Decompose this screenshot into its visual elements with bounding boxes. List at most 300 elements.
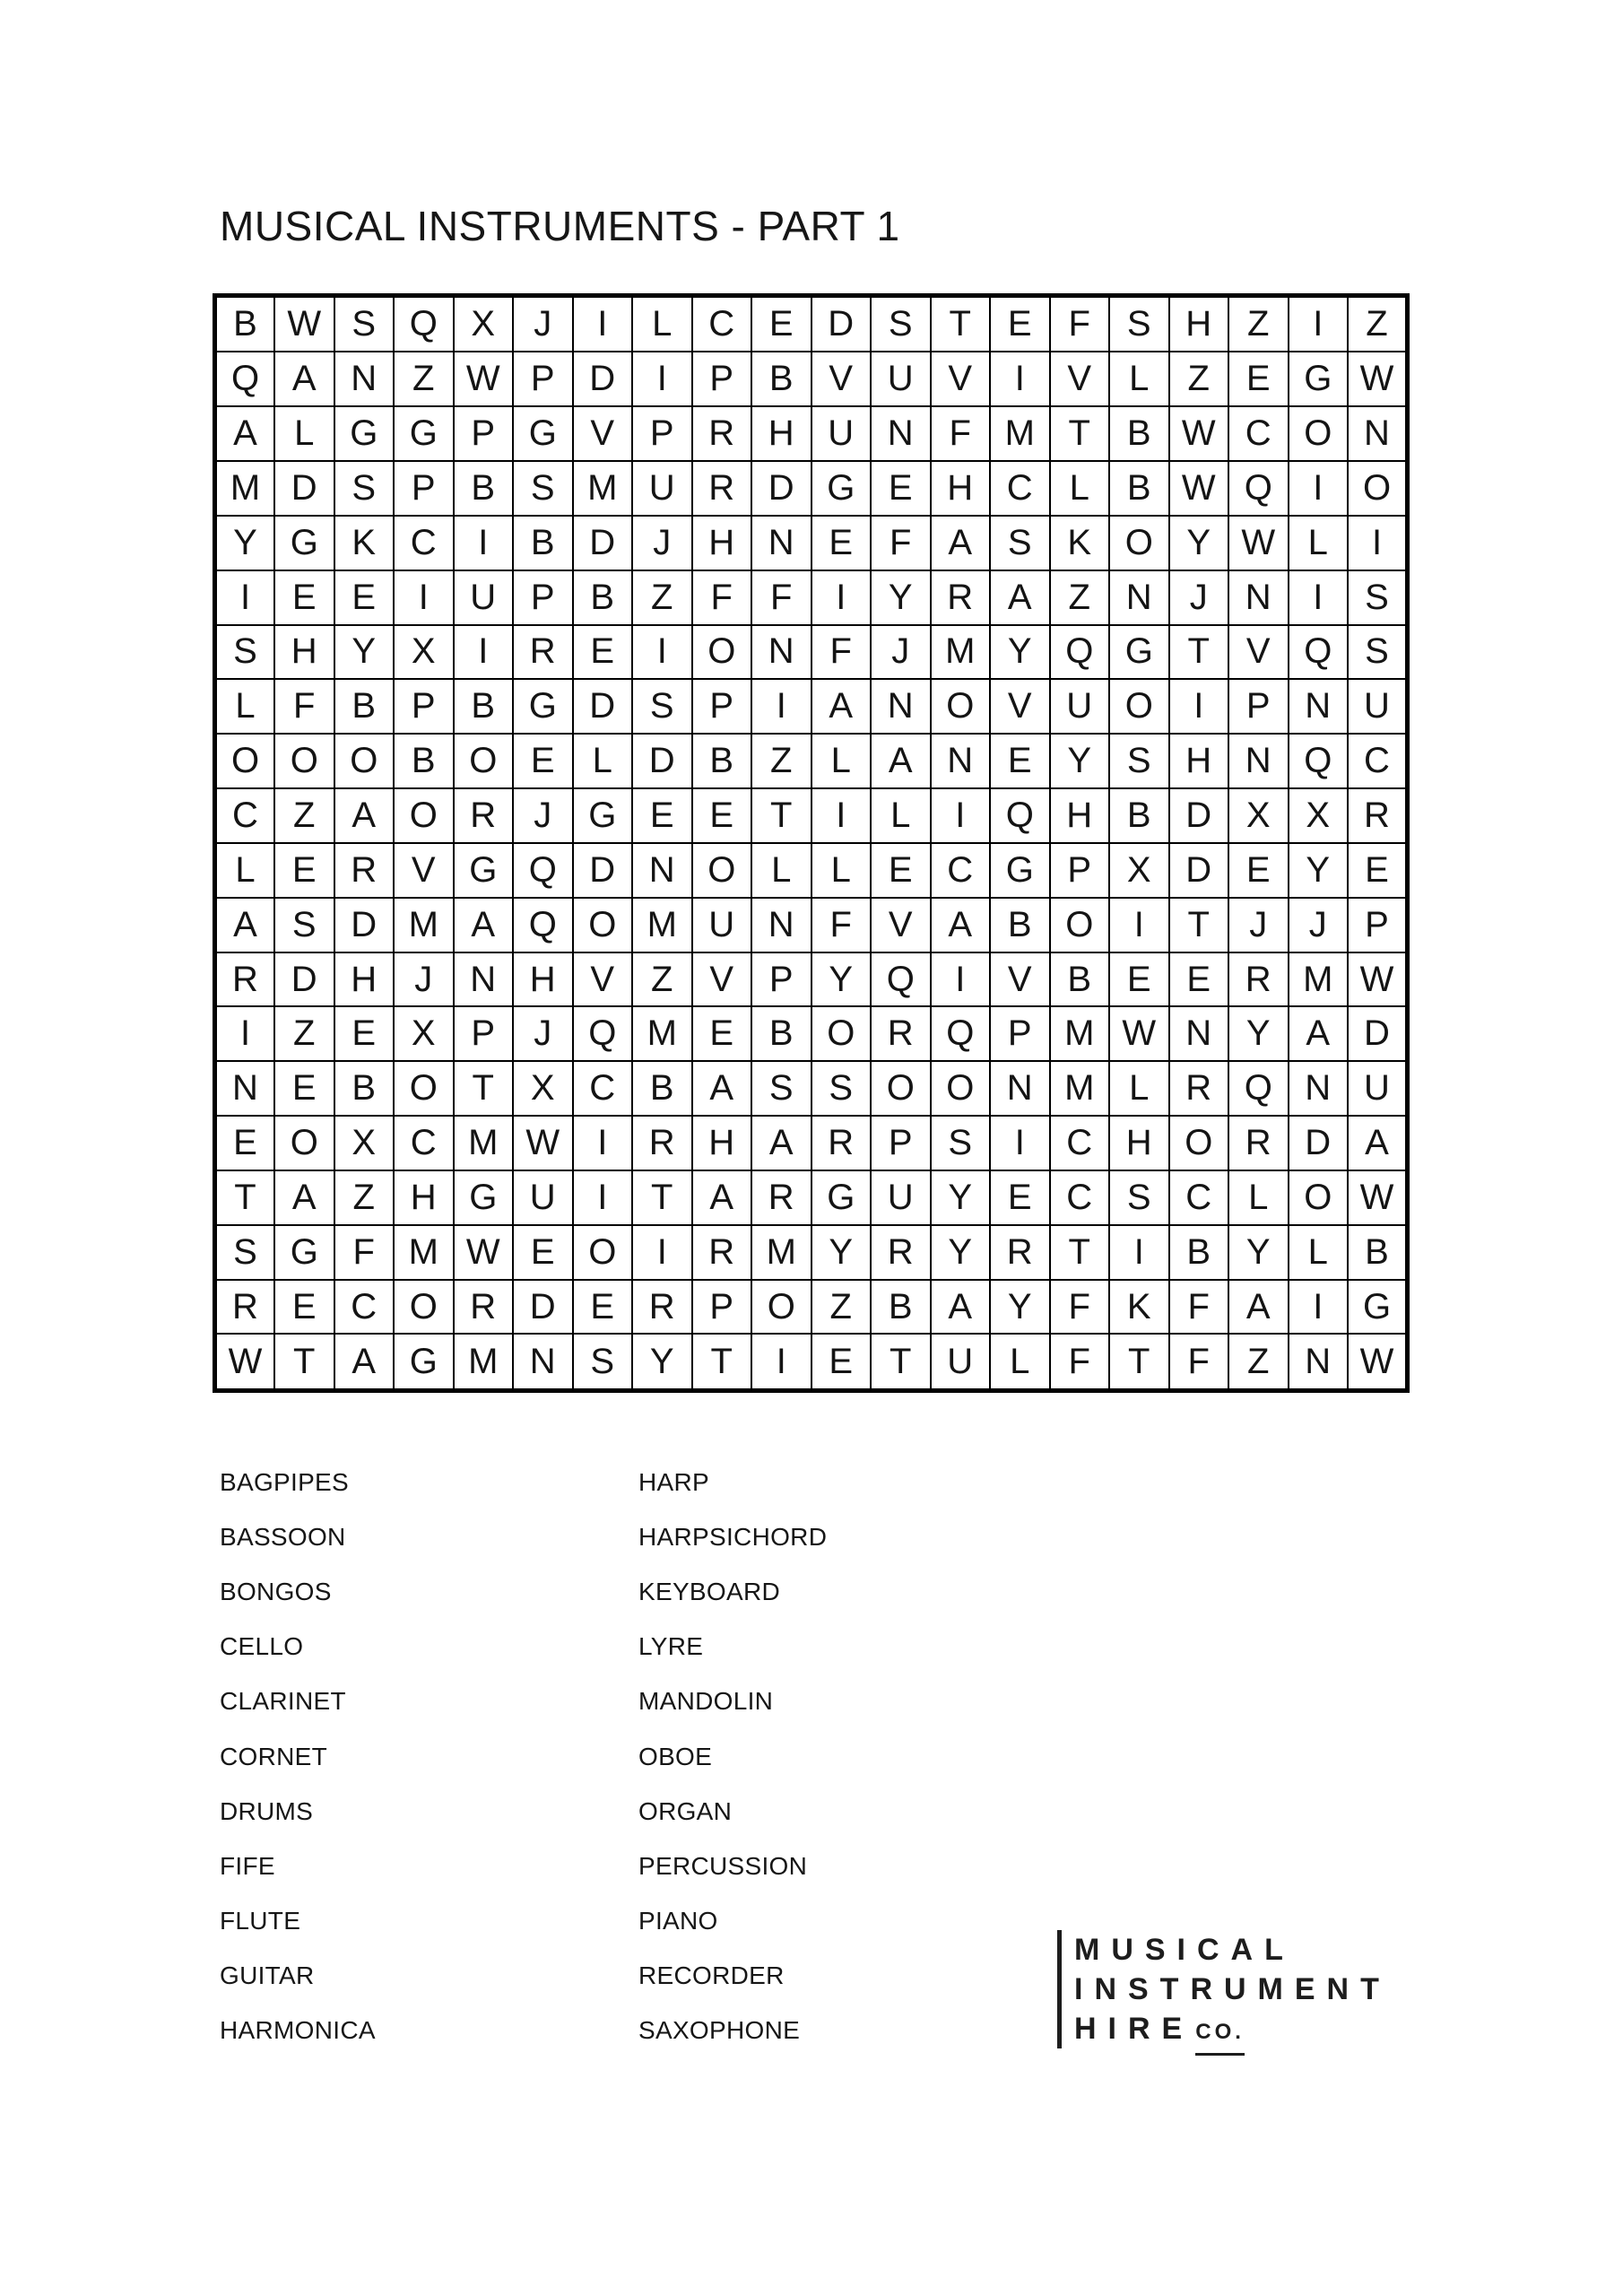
grid-cell: R (513, 625, 573, 680)
grid-cell: Y (990, 625, 1050, 680)
grid-cell: T (1050, 406, 1110, 461)
grid-cell: W (1348, 1170, 1408, 1225)
grid-cell: L (274, 406, 334, 461)
grid-cell: G (990, 843, 1050, 898)
grid-row (215, 1225, 1408, 1280)
grid-cell: I (1348, 516, 1408, 570)
grid-cell: Z (1169, 352, 1229, 406)
grid-cell: N (751, 625, 812, 680)
grid-cell: R (931, 570, 991, 625)
grid-row (215, 1116, 1408, 1170)
grid-cell: V (871, 898, 931, 952)
grid-cell: B (1348, 1225, 1408, 1280)
grid-cell: P (1228, 679, 1289, 734)
grid-cell: A (215, 406, 275, 461)
grid-cell: B (1050, 952, 1110, 1007)
grid-cell: Z (812, 1280, 872, 1335)
grid-cell: Z (274, 1006, 334, 1061)
grid-cell: E (990, 1170, 1050, 1225)
grid-cell: S (274, 898, 334, 952)
grid-cell: N (513, 1334, 573, 1390)
grid-cell: P (692, 679, 752, 734)
grid-cell: Z (394, 352, 454, 406)
grid-cell: W (454, 352, 514, 406)
grid-cell: O (931, 1061, 991, 1116)
grid-cell: Q (1289, 734, 1349, 788)
grid-cell: G (454, 1170, 514, 1225)
word-list-item: HARPSICHORD (638, 1522, 828, 1551)
grid-cell: E (274, 570, 334, 625)
grid-cell: P (513, 352, 573, 406)
grid-cell: K (334, 516, 395, 570)
grid-row (215, 625, 1408, 680)
grid-cell: I (751, 679, 812, 734)
grid-cell: H (692, 1116, 752, 1170)
grid-cell: J (394, 952, 454, 1007)
grid-cell: G (1348, 1280, 1408, 1335)
grid-cell: H (334, 952, 395, 1007)
grid-cell: A (931, 516, 991, 570)
grid-row (215, 1061, 1408, 1116)
grid-cell: J (871, 625, 931, 680)
grid-cell: F (1050, 1334, 1110, 1390)
grid-cell: H (1050, 788, 1110, 843)
grid-cell: T (215, 1170, 275, 1225)
grid-cell: U (1050, 679, 1110, 734)
grid-cell: I (931, 952, 991, 1007)
grid-cell: M (931, 625, 991, 680)
word-list-item: RECORDER (638, 1961, 785, 1990)
grid-cell: W (1169, 461, 1229, 516)
grid-cell: U (692, 898, 752, 952)
grid-cell: F (1050, 296, 1110, 352)
grid-cell: Q (990, 788, 1050, 843)
grid-cell: B (334, 679, 395, 734)
grid-cell: S (334, 296, 395, 352)
grid-cell: L (1109, 352, 1169, 406)
grid-cell: L (632, 296, 692, 352)
grid-cell: I (812, 788, 872, 843)
grid-cell: O (1109, 516, 1169, 570)
word-list-item: CLARINET (220, 1687, 346, 1716)
grid-cell: B (1109, 788, 1169, 843)
grid-cell: R (871, 1225, 931, 1280)
grid-cell: D (812, 296, 872, 352)
grid-row (215, 898, 1408, 952)
grid-cell: N (751, 898, 812, 952)
grid-cell: C (394, 1116, 454, 1170)
word-list-item: BASSOON (220, 1522, 346, 1551)
word-list-item: CORNET (220, 1742, 328, 1770)
grid-cell: M (990, 406, 1050, 461)
grid-cell: T (1109, 1334, 1169, 1390)
grid-cell: T (454, 1061, 514, 1116)
grid-row (215, 296, 1408, 352)
grid-cell: A (334, 788, 395, 843)
grid-cell: A (990, 570, 1050, 625)
grid-cell: T (632, 1170, 692, 1225)
grid-cell: N (1348, 406, 1408, 461)
logo-text (1074, 1930, 1391, 2048)
grid-cell: O (573, 1225, 633, 1280)
grid-cell: V (990, 952, 1050, 1007)
grid-cell: O (751, 1280, 812, 1335)
grid-cell: M (1289, 952, 1349, 1007)
grid-cell: K (1050, 516, 1110, 570)
grid-cell: T (1169, 625, 1229, 680)
grid-cell: F (692, 570, 752, 625)
grid-cell: X (334, 1116, 395, 1170)
grid-cell: E (1228, 843, 1289, 898)
grid-cell: P (692, 1280, 752, 1335)
grid-cell: C (1348, 734, 1408, 788)
grid-cell: O (1289, 406, 1349, 461)
grid-cell: G (394, 1334, 454, 1390)
grid-cell: W (1228, 516, 1289, 570)
grid-cell: D (1169, 788, 1229, 843)
grid-cell: N (751, 516, 812, 570)
grid-cell: Q (1289, 625, 1349, 680)
grid-cell: M (394, 1225, 454, 1280)
grid-cell: L (812, 734, 872, 788)
grid-row (215, 1334, 1408, 1390)
grid-cell: E (990, 734, 1050, 788)
grid-cell: Q (215, 352, 275, 406)
grid-cell: O (274, 734, 334, 788)
grid-cell: V (931, 352, 991, 406)
grid-cell: O (454, 734, 514, 788)
grid-cell: E (274, 843, 334, 898)
word-list-item: OBOE (638, 1742, 713, 1770)
grid-cell: M (215, 461, 275, 516)
grid-cell: I (632, 1225, 692, 1280)
grid-cell: Z (1228, 296, 1289, 352)
grid-cell: I (1289, 296, 1349, 352)
grid-cell: I (1109, 898, 1169, 952)
grid-cell: Q (1228, 1061, 1289, 1116)
grid-cell: F (274, 679, 334, 734)
grid-cell: B (454, 679, 514, 734)
grid-cell: I (1289, 461, 1349, 516)
grid-cell: W (1348, 1334, 1408, 1390)
grid-cell: J (632, 516, 692, 570)
grid-cell: A (274, 352, 334, 406)
grid-cell: Z (632, 952, 692, 1007)
grid-cell: N (1289, 679, 1349, 734)
grid-cell: A (812, 679, 872, 734)
grid-cell: X (454, 296, 514, 352)
grid-cell: V (394, 843, 454, 898)
grid-row (215, 843, 1408, 898)
grid-cell: B (751, 1006, 812, 1061)
grid-cell: H (394, 1170, 454, 1225)
grid-cell: P (1050, 843, 1110, 898)
grid-cell: P (990, 1006, 1050, 1061)
grid-cell: H (1169, 734, 1229, 788)
grid-cell: Q (1228, 461, 1289, 516)
grid-cell: A (274, 1170, 334, 1225)
grid-cell: R (990, 1225, 1050, 1280)
logo-line-3-word: HIRE (1074, 2012, 1194, 2046)
grid-cell: B (1169, 1225, 1229, 1280)
grid-cell: D (274, 461, 334, 516)
grid-cell: R (692, 406, 752, 461)
grid-cell: C (334, 1280, 395, 1335)
word-list-item: SAXOPHONE (638, 2016, 801, 2045)
grid-cell: F (812, 625, 872, 680)
grid-cell: R (692, 1225, 752, 1280)
grid-cell: G (513, 679, 573, 734)
grid-cell: N (454, 952, 514, 1007)
grid-row (215, 952, 1408, 1007)
word-search-grid-body (215, 296, 1408, 1391)
grid-cell: E (513, 1225, 573, 1280)
grid-cell: O (1348, 461, 1408, 516)
grid-cell: N (990, 1061, 1050, 1116)
grid-cell: L (215, 843, 275, 898)
grid-cell: E (1228, 352, 1289, 406)
grid-cell: V (692, 952, 752, 1007)
grid-cell: O (573, 898, 633, 952)
grid-cell: R (632, 1280, 692, 1335)
grid-cell: D (632, 734, 692, 788)
grid-cell: G (334, 406, 395, 461)
grid-cell: Z (751, 734, 812, 788)
grid-cell: C (990, 461, 1050, 516)
word-list-column-2 (638, 1455, 827, 2058)
grid-cell: B (632, 1061, 692, 1116)
grid-cell: E (990, 296, 1050, 352)
grid-cell: R (454, 788, 514, 843)
grid-cell: P (454, 406, 514, 461)
grid-cell: S (573, 1334, 633, 1390)
grid-cell: O (274, 1116, 334, 1170)
grid-cell: L (812, 843, 872, 898)
grid-cell: S (812, 1061, 872, 1116)
grid-cell: A (454, 898, 514, 952)
grid-cell: Q (1050, 625, 1110, 680)
grid-cell: Q (573, 1006, 633, 1061)
grid-cell: O (394, 788, 454, 843)
grid-cell: X (513, 1061, 573, 1116)
grid-cell: O (394, 1280, 454, 1335)
grid-cell: D (1289, 1116, 1349, 1170)
grid-cell: J (1228, 898, 1289, 952)
grid-cell: I (1169, 679, 1229, 734)
grid-cell: F (334, 1225, 395, 1280)
grid-cell: E (871, 461, 931, 516)
grid-cell: O (1289, 1170, 1349, 1225)
grid-cell: O (931, 679, 991, 734)
grid-cell: G (1289, 352, 1349, 406)
grid-row (215, 352, 1408, 406)
grid-cell: B (513, 516, 573, 570)
grid-cell: V (990, 679, 1050, 734)
grid-cell: V (573, 406, 633, 461)
grid-cell: W (454, 1225, 514, 1280)
grid-cell: J (513, 788, 573, 843)
grid-cell: Y (871, 570, 931, 625)
grid-cell: U (1348, 679, 1408, 734)
grid-cell: C (1169, 1170, 1229, 1225)
grid-cell: U (513, 1170, 573, 1225)
grid-cell: O (215, 734, 275, 788)
grid-cell: J (1289, 898, 1349, 952)
grid-cell: F (1169, 1334, 1229, 1390)
grid-cell: C (573, 1061, 633, 1116)
grid-cell: I (1109, 1225, 1169, 1280)
word-list-item: BAGPIPES (220, 1467, 350, 1496)
grid-cell: F (812, 898, 872, 952)
grid-cell: L (1289, 516, 1349, 570)
grid-cell: E (751, 296, 812, 352)
grid-cell: W (274, 296, 334, 352)
grid-cell: S (1348, 625, 1408, 680)
grid-cell: R (692, 461, 752, 516)
grid-cell: D (1169, 843, 1229, 898)
grid-cell: Y (334, 625, 395, 680)
word-list-item: HARMONICA (220, 2016, 376, 2045)
grid-cell: D (573, 679, 633, 734)
grid-cell: D (513, 1280, 573, 1335)
grid-cell: M (394, 898, 454, 952)
grid-cell: S (1109, 1170, 1169, 1225)
grid-cell: V (1050, 352, 1110, 406)
grid-cell: N (931, 734, 991, 788)
grid-cell: U (931, 1334, 991, 1390)
grid-cell: Z (1228, 1334, 1289, 1390)
grid-cell: J (513, 296, 573, 352)
grid-cell: E (215, 1116, 275, 1170)
grid-row (215, 1280, 1408, 1335)
grid-cell: S (215, 1225, 275, 1280)
grid-cell: E (334, 1006, 395, 1061)
grid-cell: H (274, 625, 334, 680)
grid-cell: F (871, 516, 931, 570)
grid-cell: M (632, 898, 692, 952)
grid-cell: U (1348, 1061, 1408, 1116)
grid-cell: C (1050, 1170, 1110, 1225)
grid-cell: G (1109, 625, 1169, 680)
grid-cell: S (990, 516, 1050, 570)
grid-cell: E (871, 843, 931, 898)
grid-cell: D (751, 461, 812, 516)
grid-cell: I (573, 296, 633, 352)
grid-cell: B (751, 352, 812, 406)
grid-row (215, 1006, 1408, 1061)
grid-cell: V (1228, 625, 1289, 680)
grid-cell: N (215, 1061, 275, 1116)
grid-cell: O (692, 625, 752, 680)
grid-cell: N (1289, 1334, 1349, 1390)
word-list-column-1 (220, 1455, 376, 2058)
grid-cell: Y (1228, 1225, 1289, 1280)
grid-cell: W (1348, 352, 1408, 406)
grid-cell: C (215, 788, 275, 843)
grid-cell: B (871, 1280, 931, 1335)
grid-cell: I (931, 788, 991, 843)
grid-cell: H (1169, 296, 1229, 352)
grid-cell: N (334, 352, 395, 406)
grid-cell: E (1169, 952, 1229, 1007)
grid-cell: Q (871, 952, 931, 1007)
grid-cell: N (871, 406, 931, 461)
grid-cell: S (632, 679, 692, 734)
grid-cell: I (751, 1334, 812, 1390)
grid-cell: E (573, 625, 633, 680)
grid-cell: Q (394, 296, 454, 352)
grid-cell: G (812, 461, 872, 516)
grid-cell: L (990, 1334, 1050, 1390)
grid-cell: N (1169, 1006, 1229, 1061)
grid-cell: N (1228, 570, 1289, 625)
grid-cell: M (751, 1225, 812, 1280)
grid-cell: H (513, 952, 573, 1007)
grid-cell: A (751, 1116, 812, 1170)
grid-cell: L (215, 679, 275, 734)
grid-cell: E (274, 1280, 334, 1335)
grid-cell: H (1109, 1116, 1169, 1170)
grid-cell: R (1228, 1116, 1289, 1170)
grid-cell: M (1050, 1006, 1110, 1061)
grid-cell: O (1109, 679, 1169, 734)
grid-cell: E (513, 734, 573, 788)
grid-cell: I (632, 625, 692, 680)
grid-cell: X (1289, 788, 1349, 843)
grid-cell: Y (1289, 843, 1349, 898)
grid-cell: I (812, 570, 872, 625)
grid-cell: D (274, 952, 334, 1007)
grid-cell: I (454, 625, 514, 680)
grid-cell: E (692, 1006, 752, 1061)
grid-cell: R (751, 1170, 812, 1225)
word-list-item: FLUTE (220, 1907, 301, 1935)
grid-cell: X (394, 625, 454, 680)
grid-cell: S (334, 461, 395, 516)
grid-row (215, 406, 1408, 461)
grid-cell: P (871, 1116, 931, 1170)
grid-cell: T (871, 1334, 931, 1390)
grid-row (215, 679, 1408, 734)
grid-cell: P (1348, 898, 1408, 952)
grid-cell: Y (1050, 734, 1110, 788)
word-list-item: MANDOLIN (638, 1687, 774, 1716)
word-list-item: LYRE (638, 1632, 704, 1661)
grid-cell: S (1109, 296, 1169, 352)
grid-cell: W (1169, 406, 1229, 461)
grid-cell: R (454, 1280, 514, 1335)
grid-cell: C (1228, 406, 1289, 461)
grid-cell: V (812, 352, 872, 406)
grid-row (215, 461, 1408, 516)
word-list-item: ORGAN (638, 1796, 733, 1825)
grid-cell: Z (1348, 296, 1408, 352)
logo-vertical-bar-icon (1057, 1930, 1062, 2048)
grid-cell: B (394, 734, 454, 788)
grid-cell: I (1289, 570, 1349, 625)
grid-cell: B (1109, 461, 1169, 516)
grid-cell: Q (931, 1006, 991, 1061)
grid-cell: D (573, 516, 633, 570)
grid-cell: I (990, 1116, 1050, 1170)
grid-cell: X (1109, 843, 1169, 898)
grid-cell: B (334, 1061, 395, 1116)
grid-cell: L (1050, 461, 1110, 516)
grid-cell: E (334, 570, 395, 625)
logo-line-3-suffix: CO. (1195, 2013, 1245, 2056)
grid-cell: S (931, 1116, 991, 1170)
logo-line-3 (1074, 2009, 1391, 2048)
